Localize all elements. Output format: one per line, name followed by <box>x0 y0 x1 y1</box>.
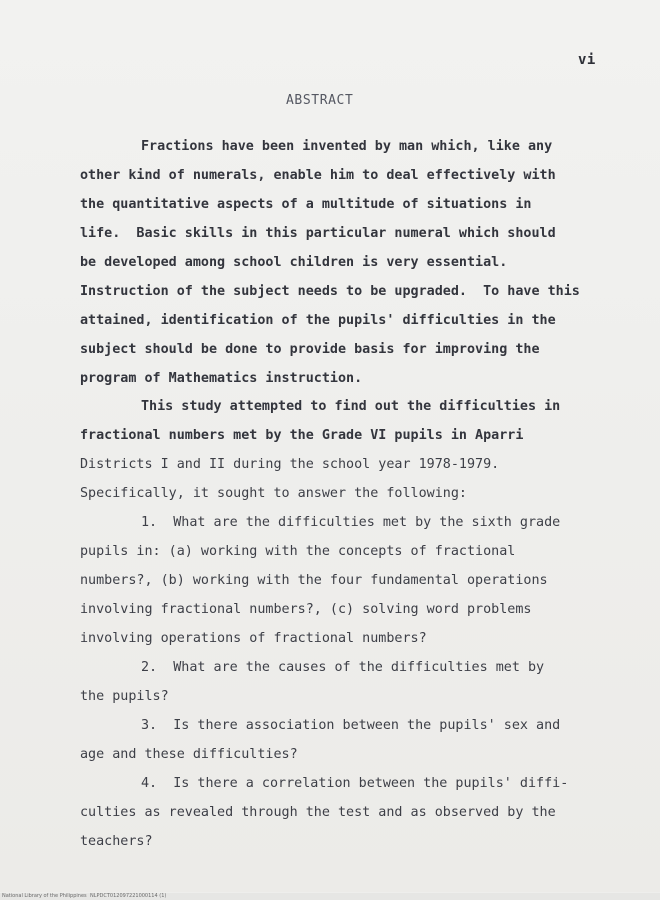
abstract-line: the quantitative aspects of a multitude of situations in <box>80 197 532 212</box>
question-1-line: numbers?, (b) working with the four fundamental operations <box>80 573 548 588</box>
abstract-line: Fractions have been invented by man which, like any <box>141 139 553 154</box>
question-2-line: 2. What are the causes of the difficulties met by <box>141 660 545 675</box>
abstract-line: This study attempted to find out the difficulties in <box>141 399 561 414</box>
question-3-line: age and these difficulties? <box>80 747 298 762</box>
abstract-line: program of Mathematics instruction. <box>80 371 363 386</box>
abstract-line: life. Basic skills in this particular numeral which should <box>80 226 556 241</box>
scan-footer <box>0 893 660 900</box>
question-1-line: 1. What are the difficulties met by the sixth grade <box>141 515 561 530</box>
question-4-line: teachers? <box>80 834 153 849</box>
abstract-line: subject should be done to provide basis for improving the <box>80 342 540 357</box>
abstract-line: attained, identification of the pupils' difficulties in the <box>80 313 556 328</box>
abstract-line: Instruction of the subject needs to be upgraded. To have this <box>80 284 580 299</box>
question-4-line: culties as revealed through the test and as observed by the <box>80 805 556 820</box>
footer-library: National Library of the Philippines <box>2 893 87 899</box>
question-1-line: involving fractional numbers?, (c) solving word problems <box>80 602 532 617</box>
abstract-line: Districts I and II during the school year 1978-1979. <box>80 457 500 472</box>
abstract-line: be developed among school children is very essential. <box>80 255 508 270</box>
abstract-heading: ABSTRACT <box>286 93 354 108</box>
page-number: vi <box>578 52 596 68</box>
question-1-line: pupils in: (a) working with the concepts of fractional <box>80 544 516 559</box>
abstract-line: other kind of numerals, enable him to deal effectively with <box>80 168 556 183</box>
question-4-line: 4. Is there a correlation between the pupils' diffi- <box>141 776 569 791</box>
footer-code: NLPDCT012097221000114 (1) <box>90 893 167 899</box>
question-1-line: involving operations of fractional numbers? <box>80 631 427 646</box>
question-3-line: 3. Is there association between the pupils' sex and <box>141 718 561 733</box>
abstract-line: fractional numbers met by the Grade VI pupils in Aparri <box>80 428 524 443</box>
abstract-line: Specifically, it sought to answer the following: <box>80 486 467 501</box>
question-2-line: the pupils? <box>80 689 169 704</box>
